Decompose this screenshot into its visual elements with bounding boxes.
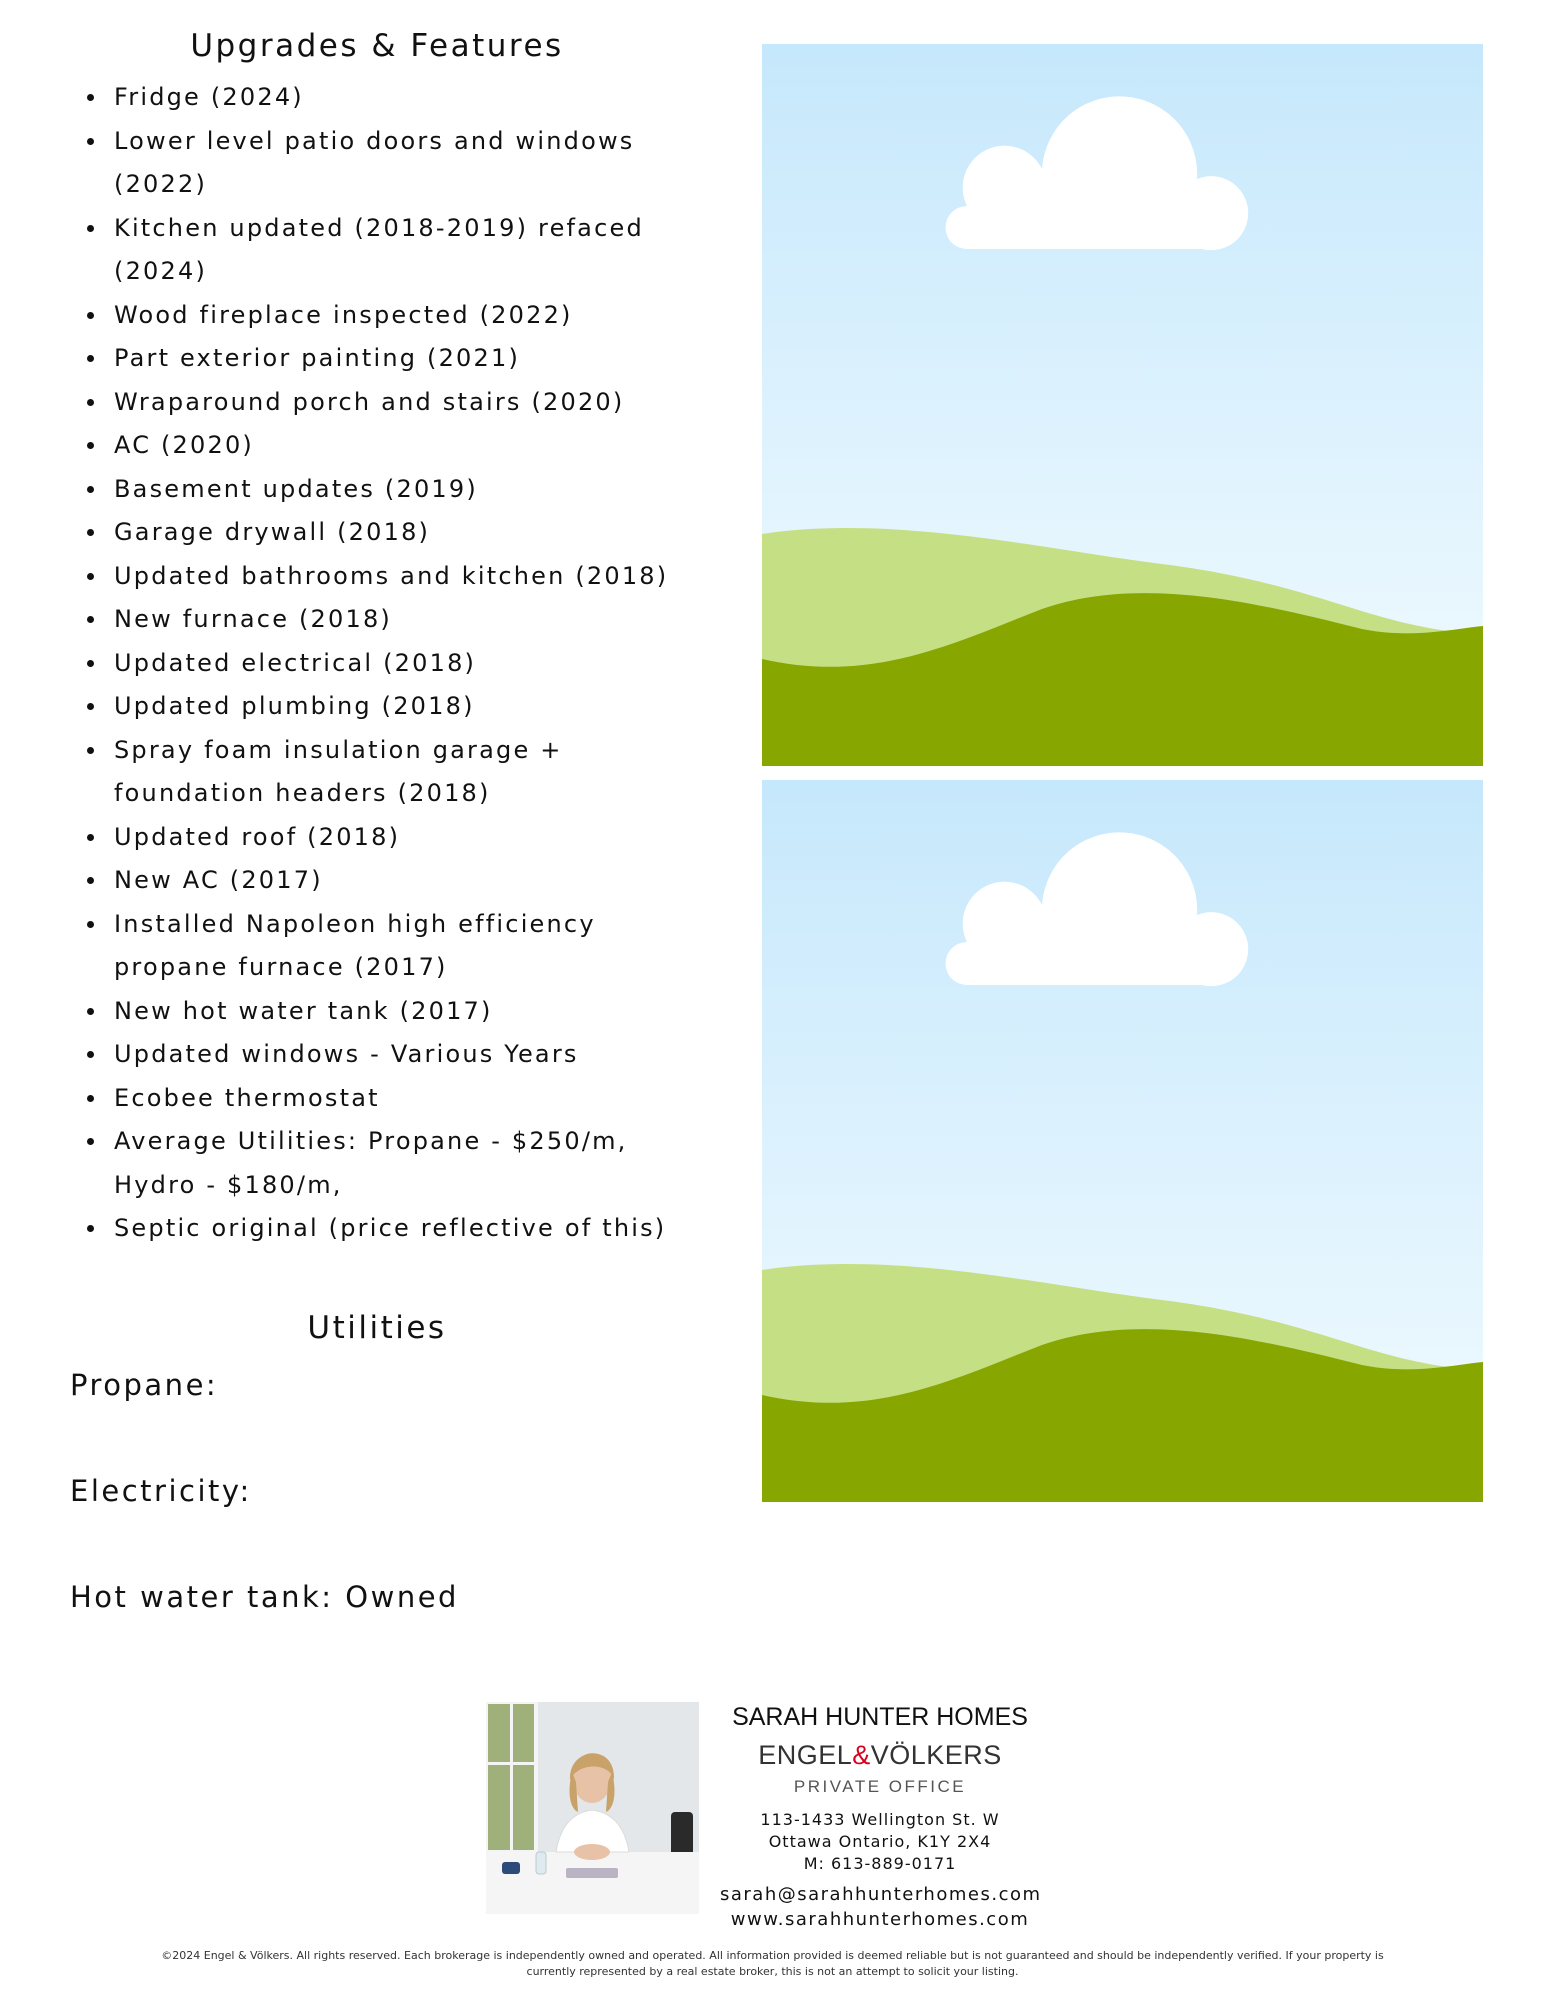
feature-item: Part exterior painting (2021) [70,337,710,381]
features-list [70,76,710,1251]
feature-item: New hot water tank (2017) [70,990,710,1034]
address-line-2: Ottawa Ontario, K1Y 2X4 [768,1832,992,1851]
feature-item: Updated windows - Various Years [70,1033,710,1077]
feature-item: Updated bathrooms and kitchen (2018) [70,555,710,599]
agent-portrait-image [486,1702,699,1914]
utility-hot-water: Hot water tank: Owned [70,1580,459,1614]
feature-item: Updated roof (2018) [70,816,710,860]
feature-item: Updated plumbing (2018) [70,685,710,729]
features-heading: Upgrades & Features [190,28,564,64]
logo-subtitle: PRIVATE OFFICE [793,1777,967,1796]
feature-item: Updated electrical (2018) [70,642,710,686]
brand-name: SARAH HUNTER HOMES [732,1703,1028,1731]
landscape-placeholder-icon [762,44,1483,766]
feature-item: Wood fireplace inspected (2022) [70,294,710,338]
utilities-heading: Utilities [307,1310,447,1346]
feature-item: New AC (2017) [70,859,710,903]
email-link[interactable]: sarah@sarahhunterhomes.com [720,1884,1042,1905]
feature-item: Installed Napoleon high efficiency propane furnace (2017) [70,903,710,990]
feature-item: Ecobee thermostat [70,1077,710,1121]
website-link[interactable]: www.sarahhunterhomes.com [730,1909,1030,1930]
logo-ampersand: & [852,1740,871,1770]
address-line-1: 113-1433 Wellington St. W [760,1810,1000,1829]
agent-photo [486,1702,699,1914]
photo-placeholder-top [762,44,1483,766]
feature-item: Lower level patio doors and windows (2022) [70,120,710,207]
feature-item: Basement updates (2019) [70,468,710,512]
photo-placeholder-bottom [762,780,1483,1502]
feature-item: AC (2020) [70,424,710,468]
feature-item: Fridge (2024) [70,76,710,120]
utility-electricity: Electricity: [70,1474,252,1508]
feature-item: Wraparound porch and stairs (2020) [70,381,710,425]
feature-item: New furnace (2018) [70,598,710,642]
feature-item: Septic original (price reflective of this) [70,1207,710,1251]
feature-item: Average Utilities: Propane - $250/m, Hydro - $180/m, [70,1120,710,1207]
feature-item: Spray foam insulation garage + foundation headers (2018) [70,729,710,816]
utility-propane: Propane: [70,1368,219,1402]
phone-number: M: 613-889-0171 [803,1854,957,1873]
logo-text-right: VÖLKERS [870,1740,1002,1770]
engel-volkers-logo [730,1740,1030,1771]
logo-text-left: ENGEL [758,1740,853,1770]
landscape-placeholder-icon [762,780,1483,1502]
feature-item: Kitchen updated (2018-2019) refaced (2024) [70,207,710,294]
feature-item: Garage drywall (2018) [70,511,710,555]
disclaimer: ©2024 Engel & Völkers. All rights reserved. Each brokerage is independently owned and operated. All information provided is deemed reliable but is not guaranteed and should be independently verified. If your property is currently represented by a real estate broker, this is not an attempt to solicit your listing. [161,1949,1384,1978]
